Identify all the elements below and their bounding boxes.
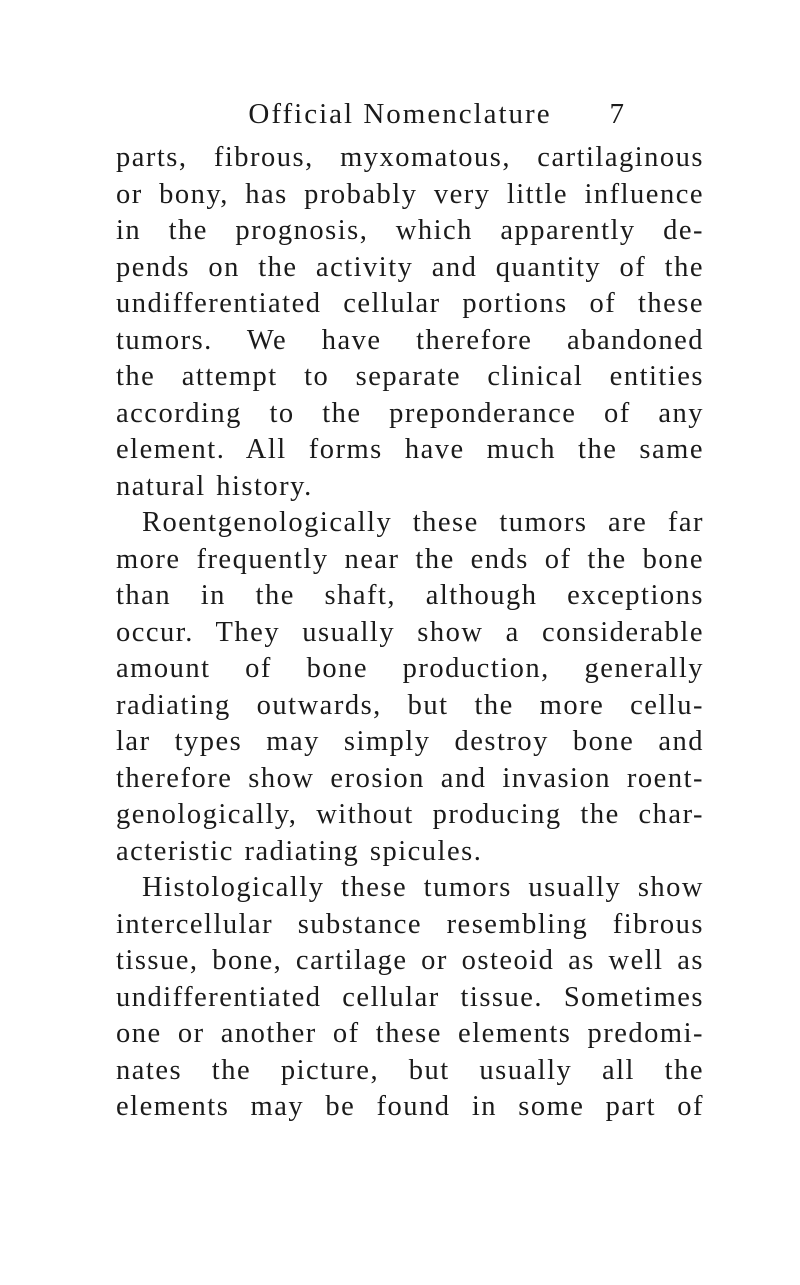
text-line: therefore show erosion and invasion roent-: [116, 762, 704, 794]
text-line: parts, fibrous, myxomatous, cartilaginous: [116, 142, 704, 173]
page-title: Official Nomenclature: [248, 98, 552, 130]
text-line: or bony, has probably very little influence: [116, 178, 704, 210]
text-line: undifferentiated cellular portions of these: [116, 288, 704, 319]
text-line: amount of bone production, generally: [116, 653, 704, 684]
page-number: 7: [609, 98, 624, 130]
text-line: element. All forms have much the same: [116, 434, 704, 465]
text-line: more frequently near the ends of the bone: [116, 543, 704, 575]
text-line: than in the shaft, although exceptions: [116, 580, 704, 611]
text-line: intercellular substance resembling fibrous: [116, 908, 704, 940]
text-line: the attempt to separate clinical entities: [116, 361, 704, 392]
text-line: undifferentiated cellular tissue. Sometimes: [116, 981, 704, 1013]
text-line: in the prognosis, which apparently de-: [116, 215, 704, 246]
text-line: according to the preponderance of any: [116, 397, 704, 429]
text-line: pends on the activity and quantity of the: [116, 251, 704, 283]
text-line: one or another of these elements predomi-: [116, 1018, 704, 1049]
text-line: Histologically these tumors usually show: [142, 872, 704, 903]
text-line: radiating outwards, but the more cellu-: [116, 689, 704, 721]
running-header: [0, 94, 800, 138]
text-line: occur. They usually show a considerable: [116, 616, 704, 648]
text-line: acteristic radiating spicules.: [116, 835, 483, 867]
text-line: Roentgenologically these tumors are far: [142, 507, 704, 538]
text-line: genologically, without producing the char-: [116, 799, 704, 830]
body-text: [116, 140, 704, 1126]
text-line: tumors. We have therefore abandoned: [116, 324, 704, 356]
text-line: nates the picture, but usually all the: [116, 1054, 704, 1086]
text-line: tissue, bone, cartilage or osteoid as well as: [116, 945, 704, 976]
text-line: elements may be found in some part of: [116, 1091, 704, 1122]
text-line: lar types may simply destroy bone and: [116, 726, 704, 757]
text-line: natural history.: [116, 470, 313, 502]
